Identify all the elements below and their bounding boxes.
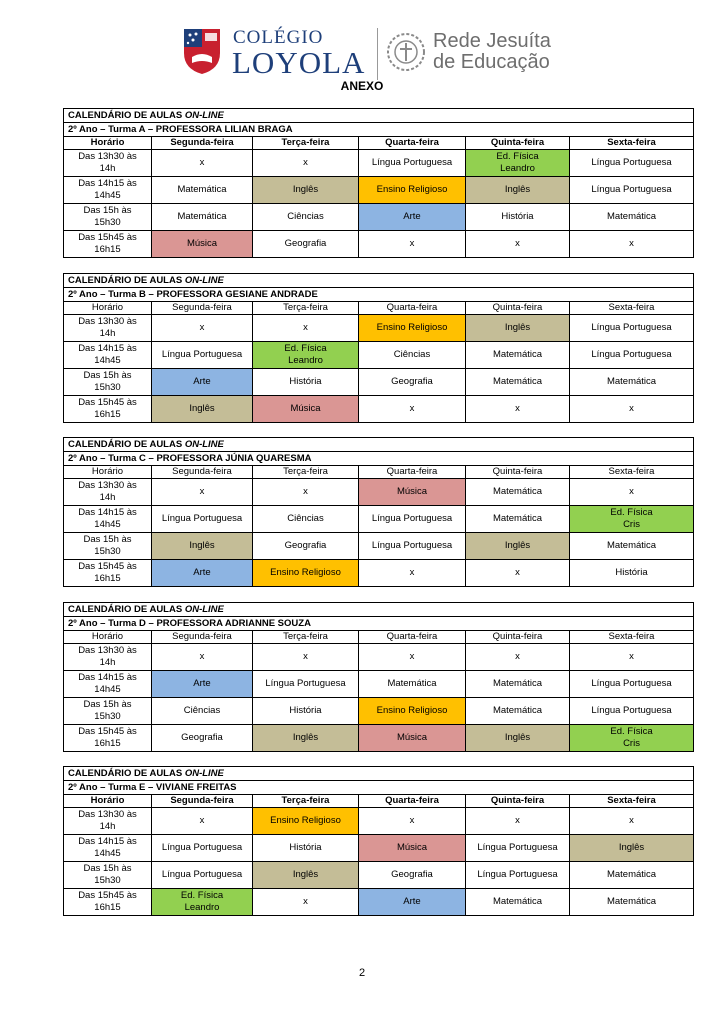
subject-cell: x	[466, 231, 570, 258]
table-row	[64, 231, 694, 258]
subject-cell: Geografia	[152, 725, 253, 752]
column-header: Horário	[64, 302, 152, 315]
subject-cell: Inglês	[152, 396, 253, 423]
subject-cell: Ciências	[152, 698, 253, 725]
time-line: 16h15	[94, 738, 121, 749]
subject-cell: Ciências	[253, 506, 359, 533]
subject-cell: Matemática	[466, 479, 570, 506]
schedule-table	[63, 437, 694, 587]
table-subtitle: 2º Ano – Turma B – PROFESSORA GESIANE ANDRADE	[64, 288, 694, 302]
subject-cell: Música	[152, 231, 253, 258]
time-cell	[64, 644, 152, 671]
subject-cell: Língua Portuguesa	[466, 862, 570, 889]
subject-cell: Língua Portuguesa	[253, 671, 359, 698]
subject-cell: Ed. Física Cris	[570, 725, 694, 752]
subject-cell: Ensino Religioso	[253, 560, 359, 587]
subject-cell: Geografia	[253, 533, 359, 560]
table-title	[64, 109, 694, 123]
subject-cell: Matemática	[570, 204, 694, 231]
subject-cell: Ed. Física Leandro	[466, 150, 570, 177]
time-line: 14h45	[94, 684, 121, 695]
subject-cell: x	[466, 560, 570, 587]
time-line: 14h	[99, 328, 116, 339]
time-line: 15h30	[94, 382, 121, 393]
subject-cell: x	[570, 644, 694, 671]
table-row	[64, 671, 694, 698]
subject-cell: Geografia	[359, 369, 466, 396]
table-title-online: ON-LINE	[184, 109, 224, 121]
subject-cell: x	[466, 808, 570, 835]
table-title	[64, 767, 694, 781]
time-line: Das 15h às	[83, 863, 132, 874]
column-header: Sexta-feira	[570, 631, 694, 644]
time-line: Das 15h45 às	[78, 561, 137, 572]
subject-cell: Língua Portuguesa	[570, 177, 694, 204]
column-header: Horário	[64, 795, 152, 808]
subject-cell: x	[152, 808, 253, 835]
time-line: Das 14h15 às	[78, 672, 137, 683]
subject-cell: História	[253, 835, 359, 862]
subject-cell: Língua Portuguesa	[152, 862, 253, 889]
column-header: Quarta-feira	[359, 631, 466, 644]
subject-cell: Matemática	[570, 533, 694, 560]
subject-cell: Língua Portuguesa	[570, 671, 694, 698]
schedule-table	[63, 602, 694, 752]
time-cell	[64, 862, 152, 889]
subject-cell: x	[253, 150, 359, 177]
table-title	[64, 274, 694, 288]
anexo-heading: ANEXO	[340, 79, 384, 93]
time-cell	[64, 835, 152, 862]
subject-cell: Ensino Religioso	[253, 808, 359, 835]
table-row	[64, 698, 694, 725]
subject-cell: Geografia	[253, 231, 359, 258]
subject-cell: Música	[359, 479, 466, 506]
subject-cell: Geografia	[359, 862, 466, 889]
subject-cell: x	[152, 150, 253, 177]
subject-cell: Língua Portuguesa	[152, 342, 253, 369]
time-cell	[64, 396, 152, 423]
column-header: Quinta-feira	[466, 137, 570, 150]
subject-cell: Língua Portuguesa	[359, 506, 466, 533]
subject-cell: x	[570, 396, 694, 423]
subject-cell: Música	[253, 396, 359, 423]
logo-loyola-text: LOYOLA	[232, 45, 366, 80]
logo-rede-jesuita-text	[433, 31, 551, 73]
schedule-table	[63, 108, 694, 258]
table-subtitle: 2º Ano – Turma C – PROFESSORA JÚNIA QUARESMA	[64, 452, 694, 466]
column-header: Quarta-feira	[359, 137, 466, 150]
logo-colegio-text: COLÉGIO	[233, 27, 324, 48]
subject-cell: Inglês	[253, 862, 359, 889]
table-title-text: CALENDÁRIO DE AULAS	[68, 438, 185, 450]
time-line: Das 15h às	[83, 370, 132, 381]
column-header: Segunda-feira	[152, 631, 253, 644]
subject-cell: x	[570, 231, 694, 258]
time-cell	[64, 671, 152, 698]
column-header: Quarta-feira	[359, 302, 466, 315]
table-title	[64, 438, 694, 452]
subject-cell: Inglês	[466, 177, 570, 204]
column-header: Segunda-feira	[152, 137, 253, 150]
subject-cell: x	[253, 315, 359, 342]
column-header: Horário	[64, 466, 152, 479]
logo-rede-line1: Rede Jesuíta	[433, 30, 551, 52]
table-row	[64, 862, 694, 889]
time-line: 14h	[99, 163, 116, 174]
subject-cell: História	[253, 698, 359, 725]
table-header-row	[64, 137, 694, 150]
subject-cell: Arte	[359, 204, 466, 231]
table-row	[64, 808, 694, 835]
subject-cell: x	[152, 644, 253, 671]
subject-cell: Língua Portuguesa	[152, 835, 253, 862]
subject-cell: Inglês	[466, 725, 570, 752]
time-line: 15h30	[94, 711, 121, 722]
time-line: 15h30	[94, 875, 121, 886]
table-title-online: ON-LINE	[184, 274, 224, 286]
subject-cell: Língua Portuguesa	[466, 835, 570, 862]
page-header	[0, 0, 724, 95]
schedule-table	[63, 273, 694, 423]
subject-cell: Inglês	[152, 533, 253, 560]
time-line: Das 13h30 às	[78, 645, 137, 656]
time-line: 14h	[99, 821, 116, 832]
time-cell	[64, 342, 152, 369]
time-line: 14h45	[94, 848, 121, 859]
subject-cell: Inglês	[466, 533, 570, 560]
time-line: Das 15h45 às	[78, 232, 137, 243]
column-header: Terça-feira	[253, 795, 359, 808]
subject-cell: Língua Portuguesa	[570, 698, 694, 725]
column-header: Terça-feira	[253, 631, 359, 644]
subject-cell: História	[466, 204, 570, 231]
column-header: Quinta-feira	[466, 631, 570, 644]
column-header: Terça-feira	[253, 466, 359, 479]
table-title	[64, 603, 694, 617]
time-cell	[64, 479, 152, 506]
time-line: 14h	[99, 492, 116, 503]
subject-cell: x	[570, 479, 694, 506]
subject-cell: Arte	[152, 671, 253, 698]
subject-cell: Língua Portuguesa	[570, 342, 694, 369]
subject-cell: Língua Portuguesa	[359, 533, 466, 560]
subject-cell: x	[466, 396, 570, 423]
time-line: 14h45	[94, 355, 121, 366]
table-row	[64, 644, 694, 671]
time-line: Das 15h45 às	[78, 890, 137, 901]
rede-jesuita-seal-logo	[386, 32, 426, 72]
subject-cell: Ed. Física Leandro	[253, 342, 359, 369]
column-header: Sexta-feira	[570, 302, 694, 315]
table-title-online: ON-LINE	[184, 767, 224, 779]
time-line: Das 14h15 às	[78, 178, 137, 189]
subject-cell: Arte	[152, 369, 253, 396]
subject-cell: Música	[359, 835, 466, 862]
subject-cell: Arte	[152, 560, 253, 587]
column-header: Quinta-feira	[466, 466, 570, 479]
table-row	[64, 204, 694, 231]
time-cell	[64, 369, 152, 396]
page-number: 2	[358, 967, 366, 979]
table-row	[64, 560, 694, 587]
table-row	[64, 369, 694, 396]
subject-cell: Ensino Religioso	[359, 315, 466, 342]
time-line: Das 15h45 às	[78, 726, 137, 737]
table-row	[64, 506, 694, 533]
time-line: 16h15	[94, 409, 121, 420]
table-header-row	[64, 466, 694, 479]
subject-cell: Matemática	[570, 862, 694, 889]
subject-cell: Matemática	[466, 889, 570, 916]
table-row	[64, 342, 694, 369]
table-subtitle: 2º Ano – Turma E – VIVIANE FREITAS	[64, 781, 694, 795]
subject-cell: Ensino Religioso	[359, 698, 466, 725]
subject-cell: Língua Portuguesa	[570, 315, 694, 342]
time-cell	[64, 177, 152, 204]
time-line: Das 13h30 às	[78, 151, 137, 162]
table-row	[64, 396, 694, 423]
subject-cell: Inglês	[253, 725, 359, 752]
time-line: Das 13h30 às	[78, 480, 137, 491]
time-cell	[64, 231, 152, 258]
time-cell	[64, 808, 152, 835]
table-title-text: CALENDÁRIO DE AULAS	[68, 767, 185, 779]
table-title-online: ON-LINE	[184, 603, 224, 615]
column-header: Sexta-feira	[570, 466, 694, 479]
schedule-table	[63, 766, 694, 916]
subject-cell: x	[253, 644, 359, 671]
subject-cell: x	[359, 231, 466, 258]
table-title-text: CALENDÁRIO DE AULAS	[68, 274, 185, 286]
table-header-row	[64, 302, 694, 315]
time-cell	[64, 533, 152, 560]
time-line: 14h45	[94, 519, 121, 530]
column-header: Quarta-feira	[359, 795, 466, 808]
time-cell	[64, 150, 152, 177]
time-line: Das 15h45 às	[78, 397, 137, 408]
subject-cell: x	[253, 889, 359, 916]
time-line: 16h15	[94, 902, 121, 913]
column-header: Quinta-feira	[466, 302, 570, 315]
subject-cell: x	[359, 808, 466, 835]
table-row	[64, 177, 694, 204]
column-header: Quinta-feira	[466, 795, 570, 808]
subject-cell: x	[152, 315, 253, 342]
subject-cell: Arte	[359, 889, 466, 916]
time-line: 16h15	[94, 573, 121, 584]
time-cell	[64, 560, 152, 587]
time-line: Das 13h30 às	[78, 809, 137, 820]
logo-rede-line2: de Educação	[433, 51, 550, 73]
subject-cell: Ensino Religioso	[359, 177, 466, 204]
subject-cell: Língua Portuguesa	[152, 506, 253, 533]
subject-cell: x	[466, 644, 570, 671]
table-subtitle: 2º Ano – Turma D – PROFESSORA ADRIANNE SOUZA	[64, 617, 694, 631]
column-header: Sexta-feira	[570, 795, 694, 808]
subject-cell: História	[253, 369, 359, 396]
table-title-online: ON-LINE	[184, 438, 224, 450]
subject-cell: Matemática	[152, 177, 253, 204]
time-line: 14h45	[94, 190, 121, 201]
table-row	[64, 725, 694, 752]
subject-cell: x	[152, 479, 253, 506]
time-cell	[64, 315, 152, 342]
subject-cell: Matemática	[466, 369, 570, 396]
subject-cell: Matemática	[466, 698, 570, 725]
column-header: Quarta-feira	[359, 466, 466, 479]
subject-cell: x	[570, 808, 694, 835]
time-line: 16h15	[94, 244, 121, 255]
table-row	[64, 835, 694, 862]
time-line: Das 14h15 às	[78, 343, 137, 354]
time-line: Das 13h30 às	[78, 316, 137, 327]
subject-cell: Música	[359, 725, 466, 752]
column-header: Horário	[64, 631, 152, 644]
colegio-loyola-crest-logo	[182, 27, 222, 75]
subject-cell: Matemática	[152, 204, 253, 231]
table-row	[64, 315, 694, 342]
time-line: Das 14h15 às	[78, 507, 137, 518]
time-cell	[64, 889, 152, 916]
subject-cell: Inglês	[466, 315, 570, 342]
column-header: Horário	[64, 137, 152, 150]
subject-cell: Inglês	[253, 177, 359, 204]
time-cell	[64, 725, 152, 752]
subject-cell: x	[359, 560, 466, 587]
table-row	[64, 533, 694, 560]
subject-cell: Ed. Física Cris	[570, 506, 694, 533]
subject-cell: Ciências	[253, 204, 359, 231]
subject-cell: História	[570, 560, 694, 587]
subject-cell: Língua Portuguesa	[359, 150, 466, 177]
subject-cell: Matemática	[466, 342, 570, 369]
table-row	[64, 150, 694, 177]
table-header-row	[64, 631, 694, 644]
table-row	[64, 479, 694, 506]
logo-divider	[377, 28, 378, 80]
subject-cell: Língua Portuguesa	[570, 150, 694, 177]
subject-cell: Inglês	[570, 835, 694, 862]
table-title-text: CALENDÁRIO DE AULAS	[68, 109, 185, 121]
subject-cell: x	[359, 644, 466, 671]
time-line: Das 15h às	[83, 699, 132, 710]
subject-cell: Ed. Física Leandro	[152, 889, 253, 916]
subject-cell: Matemática	[466, 506, 570, 533]
time-cell	[64, 506, 152, 533]
column-header: Segunda-feira	[152, 795, 253, 808]
time-line: 15h30	[94, 217, 121, 228]
column-header: Segunda-feira	[152, 466, 253, 479]
subject-cell: Matemática	[359, 671, 466, 698]
table-subtitle: 2º Ano – Turma A – PROFESSORA LILIAN BRAGA	[64, 123, 694, 137]
subject-cell: Matemática	[570, 889, 694, 916]
table-row	[64, 889, 694, 916]
time-line: 15h30	[94, 546, 121, 557]
time-line: Das 15h às	[83, 534, 132, 545]
time-cell	[64, 698, 152, 725]
column-header: Sexta-feira	[570, 137, 694, 150]
column-header: Terça-feira	[253, 137, 359, 150]
subject-cell: Matemática	[466, 671, 570, 698]
column-header: Terça-feira	[253, 302, 359, 315]
subject-cell: x	[253, 479, 359, 506]
subject-cell: Matemática	[570, 369, 694, 396]
table-title-text: CALENDÁRIO DE AULAS	[68, 603, 185, 615]
time-line: Das 15h às	[83, 205, 132, 216]
time-cell	[64, 204, 152, 231]
time-line: 14h	[99, 657, 116, 668]
subject-cell: x	[359, 396, 466, 423]
subject-cell: Ciências	[359, 342, 466, 369]
table-header-row	[64, 795, 694, 808]
time-line: Das 14h15 às	[78, 836, 137, 847]
column-header: Segunda-feira	[152, 302, 253, 315]
